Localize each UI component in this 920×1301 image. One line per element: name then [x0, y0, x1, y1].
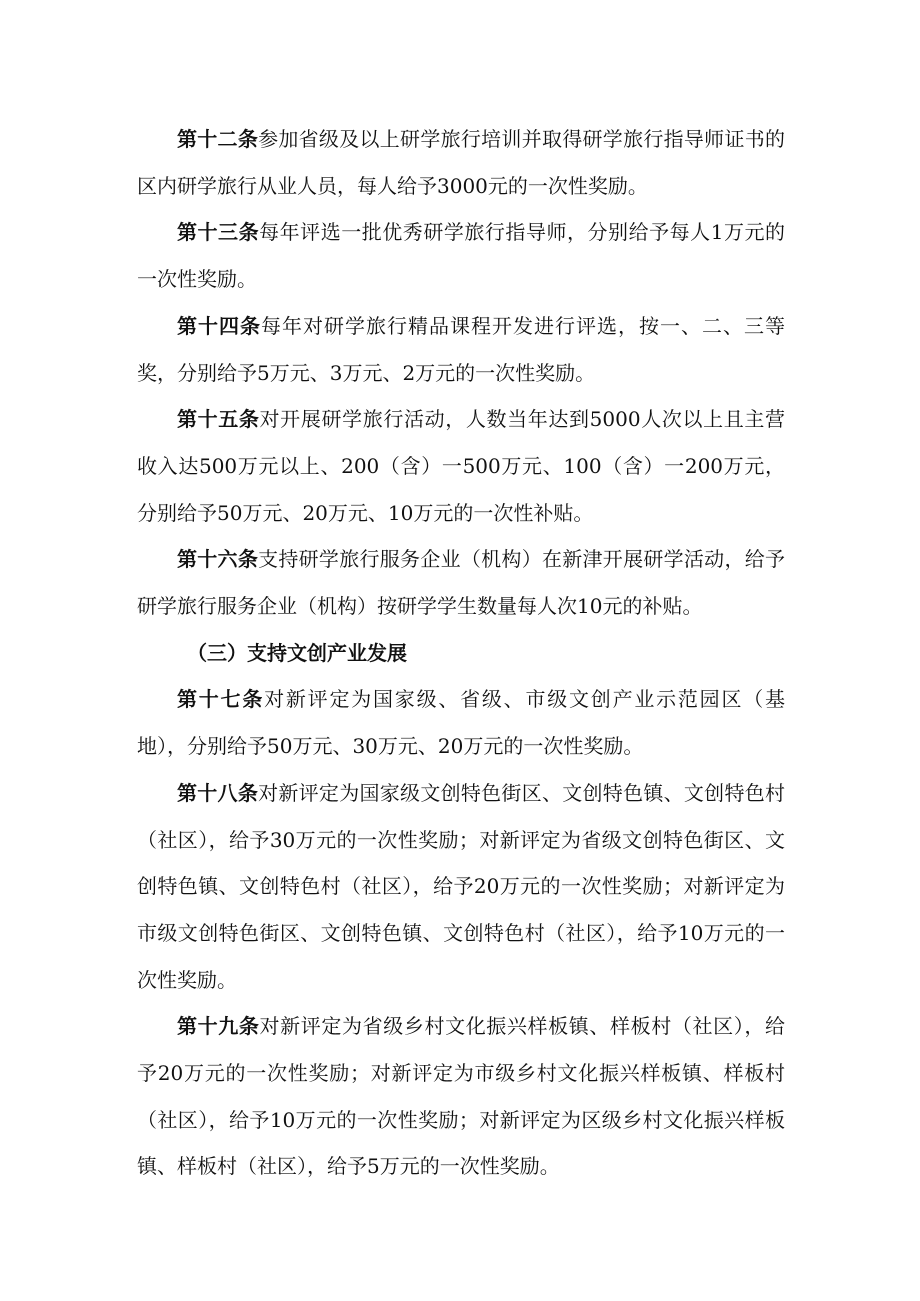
article-17: [137, 676, 785, 769]
article-label: 第十六条: [177, 547, 259, 572]
article-12: [137, 116, 785, 209]
article-text: 每年评选一批优秀研学旅行指导师，分别给予每人1万元的一次性奖励。: [137, 220, 785, 292]
article-15: [137, 396, 785, 536]
article-13: [137, 209, 785, 302]
document-body: [137, 116, 785, 1190]
article-label: 第十八条: [177, 780, 259, 805]
article-19: [137, 1003, 785, 1190]
article-text: 支持研学旅行服务企业（机构）在新津开展研学活动，给予研学旅行服务企业（机构）按研学学生数量每人次10元的补贴。: [137, 547, 786, 619]
article-text: 对开展研学旅行活动，人数当年达到5000人次以上且主营收入达500万元以上、200（含）一500万元、100（含）一200万元，分别给予50万元、20万元、10万元的一次性补贴。: [137, 407, 786, 525]
article-label: 第十五条: [177, 407, 260, 432]
article-label: 第十七条: [177, 687, 265, 712]
article-label: 第十九条: [177, 1014, 260, 1039]
section-heading: （三）支持文创产业发展: [187, 640, 407, 665]
article-16: [137, 536, 785, 629]
article-label: 第十四条: [177, 313, 261, 338]
article-label: 第十三条: [177, 220, 260, 245]
article-label: 第十二条: [177, 127, 259, 151]
article-text: 每年对研学旅行精品课程开发进行评选，按一、二、三等奖，分别给予5万元、3万元、2万元的一次性奖励。: [137, 313, 785, 385]
article-text: 对新评定为国家级文创特色街区、文创特色镇、文创特色村（社区），给予30万元的一次性奖励；对新评定为省级文创特色街区、文创特色镇、文创特色村（社区），给予20万元的一次性奖励；对新评定为市级文创特色街区、文创特色镇、文创特色村（社区），给予10万元的一次性奖励。: [137, 780, 786, 992]
article-18: [137, 770, 785, 1004]
article-text: 对新评定为国家级、省级、市级文创产业示范园区（基地），分别给予50万元、30万元、20万元的一次性奖励。: [137, 687, 786, 759]
article-14: [137, 303, 785, 396]
article-text: 对新评定为省级乡村文化振兴样板镇、样板村（社区），给予20万元的一次性奖励；对新评定为市级乡村文化振兴样板镇、样板村（社区），给予10万元的一次性奖励；对新评定为区级乡村文化振兴样板镇、样板村（社区），给予5万元的一次性奖励。: [137, 1014, 786, 1179]
article-text: 参加省级及以上研学旅行培训并取得研学旅行指导师证书的区内研学旅行从业人员，每人给予3000元的一次性奖励。: [137, 127, 786, 198]
